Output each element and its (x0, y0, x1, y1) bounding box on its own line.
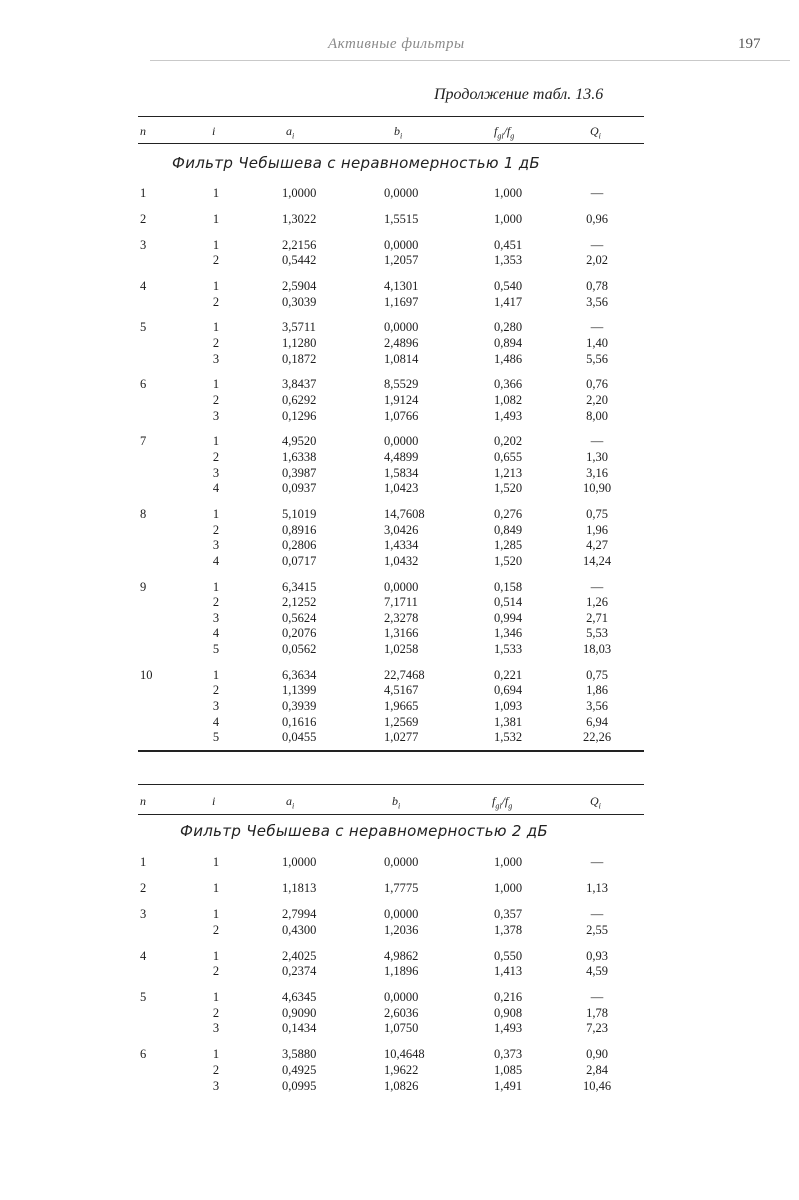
stage-index: 1 (212, 990, 220, 1005)
quality-factor: 4,59 (586, 964, 608, 979)
quality-factor: 1,13 (586, 881, 608, 895)
coeff-a: 0,3039 (282, 294, 317, 309)
coeff-b: 1,3166 (384, 626, 419, 641)
stage-index: 1 (212, 320, 220, 335)
coeff-b: 4,1301 (384, 279, 419, 293)
coeff-a: 1,6338 (282, 450, 317, 464)
stage-index: 1 (212, 907, 220, 921)
coeff-a: 0,8916 (282, 522, 317, 537)
order-n: 6 (140, 377, 147, 392)
header-divider (150, 60, 790, 61)
stage-index: 1 (212, 434, 220, 449)
quality-factor: 1,96 (586, 522, 608, 537)
order-n: 4 (140, 279, 147, 293)
freq-ratio: 1,533 (494, 642, 523, 656)
table2-head-rule (138, 814, 644, 815)
quality-factor: 2,20 (586, 393, 608, 407)
order-n: 4 (140, 948, 147, 963)
quality-factor: 6,94 (586, 714, 608, 729)
freq-ratio: 0,202 (494, 434, 523, 449)
freq-ratio: 0,280 (494, 320, 523, 335)
coeff-b: 8,5529 (384, 377, 419, 392)
table1-top-rule (138, 116, 644, 117)
coeff-a: 1,0000 (282, 855, 317, 869)
freq-ratio: 1,532 (494, 730, 523, 745)
table1-col-q: $Q_i$ (590, 124, 601, 141)
stage-index: 1 (212, 948, 220, 963)
table1-col-b: $b_i$ (394, 124, 403, 141)
coeff-b: 2,4896 (384, 336, 419, 350)
stage-index: 3 (212, 538, 220, 553)
freq-ratio: 1,491 (494, 1078, 523, 1093)
table1-col-n: n (140, 124, 146, 138)
running-title: Активные фильтры (328, 36, 465, 52)
coeff-a: 2,4025 (282, 948, 317, 963)
coeff-b: 1,9665 (384, 699, 419, 713)
freq-ratio: 0,373 (494, 1047, 523, 1062)
coeff-a: 0,5442 (282, 253, 317, 268)
stage-index: 1 (212, 279, 220, 293)
coeff-b: 1,9622 (384, 1063, 419, 1077)
coeff-b: 1,5515 (384, 211, 419, 226)
coeff-b: 0,0000 (384, 320, 419, 335)
coeff-b: 2,6036 (384, 1005, 419, 1020)
freq-ratio: 1,353 (494, 253, 523, 268)
freq-ratio: 0,694 (494, 683, 523, 698)
order-n: 3 (140, 907, 147, 921)
table2-col-f: $f_{gi}/f_g$ (492, 794, 513, 811)
table2-col-i: i (212, 794, 216, 808)
coeff-b: 1,0277 (384, 730, 419, 745)
stage-index: 3 (212, 408, 220, 423)
coeff-b: 1,7775 (384, 881, 419, 895)
freq-ratio: 0,216 (494, 990, 523, 1005)
coeff-a: 0,3939 (282, 699, 317, 713)
coeff-a: 4,6345 (282, 990, 317, 1005)
freq-ratio: 1,413 (494, 964, 523, 979)
freq-ratio: 1,381 (494, 714, 523, 729)
table2-col-n: n (140, 794, 146, 808)
coeff-a: 0,0995 (282, 1078, 317, 1093)
stage-index: 2 (212, 683, 220, 698)
quality-factor: 1,30 (586, 450, 608, 464)
order-n: 2 (140, 211, 147, 226)
coeff-a: 1,1399 (282, 683, 317, 698)
stage-index: 2 (212, 595, 220, 610)
stage-index: 4 (212, 626, 220, 641)
quality-factor: 0,78 (586, 279, 608, 293)
quality-factor: — (590, 320, 604, 335)
stage-index: 2 (212, 1063, 220, 1077)
freq-ratio: 1,378 (494, 922, 523, 937)
stage-index: 1 (212, 881, 220, 895)
quality-factor: 4,27 (586, 538, 608, 553)
coeff-b: 1,0814 (384, 351, 419, 366)
coeff-b: 0,0000 (384, 907, 419, 921)
quality-factor: — (590, 579, 604, 594)
stage-index: 1 (212, 667, 220, 682)
coeff-b: 1,0432 (384, 553, 419, 568)
quality-factor: 8,00 (586, 408, 608, 423)
coeff-b: 1,0423 (384, 481, 419, 496)
freq-ratio: 0,221 (494, 667, 523, 682)
freq-ratio: 0,908 (494, 1005, 523, 1020)
stage-index: 4 (212, 481, 220, 496)
quality-factor: 0,93 (586, 948, 608, 963)
table-continuation-caption: Продолжение табл. 13.6 (434, 86, 604, 103)
freq-ratio: 1,000 (494, 211, 523, 226)
quality-factor: 10,46 (582, 1078, 612, 1093)
coeff-a: 1,1280 (282, 336, 317, 350)
freq-ratio: 1,213 (494, 465, 523, 480)
table1-subtitle: Фильтр Чебышева с неравномерностью 1 дБ (172, 154, 541, 172)
coeff-a: 1,1813 (282, 881, 317, 895)
freq-ratio: 0,366 (494, 377, 523, 392)
stage-index: 3 (212, 465, 220, 480)
coeff-a: 0,0717 (282, 553, 317, 568)
coeff-a: 0,3987 (282, 465, 317, 480)
stage-index: 1 (212, 377, 220, 392)
quality-factor: 1,40 (586, 336, 608, 350)
table1-head-rule (138, 143, 644, 144)
quality-factor: — (590, 434, 604, 449)
coeff-b: 0,0000 (384, 186, 419, 200)
coeff-a: 0,0455 (282, 730, 317, 745)
quality-factor: 0,76 (586, 377, 608, 392)
coeff-b: 0,0000 (384, 990, 419, 1005)
coeff-a: 0,4925 (282, 1063, 317, 1077)
quality-factor: 1,78 (586, 1005, 608, 1020)
coeff-a: 0,5624 (282, 610, 317, 625)
freq-ratio: 1,285 (494, 538, 523, 553)
order-n: 1 (140, 855, 147, 869)
quality-factor: 5,56 (586, 351, 608, 366)
coeff-b: 0,0000 (384, 579, 419, 594)
stage-index: 3 (212, 699, 220, 713)
stage-index: 2 (212, 336, 220, 350)
freq-ratio: 1,417 (494, 294, 523, 309)
coeff-a: 4,9520 (282, 434, 317, 449)
order-n: 6 (140, 1047, 147, 1062)
coeff-b: 1,5834 (384, 465, 419, 480)
stage-index: 5 (212, 730, 220, 745)
coeff-a: 0,1296 (282, 408, 317, 423)
freq-ratio: 1,493 (494, 408, 523, 423)
coeff-a: 1,0000 (282, 186, 317, 200)
coeff-a: 3,5711 (282, 320, 316, 335)
quality-factor: — (590, 907, 604, 921)
table2-subtitle: Фильтр Чебышева с неравномерностью 2 дБ (180, 822, 549, 840)
freq-ratio: 1,082 (494, 393, 523, 407)
quality-factor: 0,90 (586, 1047, 608, 1062)
coeff-b: 0,0000 (384, 855, 419, 869)
freq-ratio: 0,451 (494, 237, 523, 252)
coeff-a: 2,2156 (282, 237, 317, 252)
coeff-b: 22,7468 (384, 667, 425, 682)
quality-factor: — (590, 990, 604, 1005)
stage-index: 1 (212, 507, 220, 521)
coeff-a: 0,2374 (282, 964, 317, 979)
freq-ratio: 1,000 (494, 186, 523, 200)
stage-index: 2 (212, 922, 220, 937)
stage-index: 1 (212, 237, 220, 252)
coeff-a: 6,3634 (282, 667, 317, 682)
stage-index: 2 (212, 1005, 220, 1020)
order-n: 1 (140, 186, 147, 200)
coeff-a: 0,9090 (282, 1005, 317, 1020)
stage-index: 3 (212, 610, 220, 625)
coeff-a: 2,5904 (282, 279, 317, 293)
freq-ratio: 0,276 (494, 507, 523, 521)
coeff-a: 6,3415 (282, 579, 317, 594)
order-n: 8 (140, 507, 147, 521)
freq-ratio: 1,346 (494, 626, 523, 641)
coeff-b: 2,3278 (384, 610, 419, 625)
stage-index: 1 (212, 186, 220, 200)
table2-col-q: $Q_i$ (590, 794, 601, 811)
freq-ratio: 0,158 (494, 579, 523, 594)
table2-col-a: $a_i$ (286, 794, 295, 811)
quality-factor: 7,23 (586, 1021, 608, 1036)
stage-index: 3 (212, 1021, 220, 1036)
freq-ratio: 0,540 (494, 279, 523, 293)
order-n: 9 (140, 579, 147, 594)
quality-factor: 2,55 (586, 922, 608, 937)
coeff-b: 4,4899 (384, 450, 419, 464)
coeff-a: 5,1019 (282, 507, 317, 521)
freq-ratio: 1,486 (494, 351, 523, 366)
coeff-b: 4,5167 (384, 683, 419, 698)
coeff-b: 1,1896 (384, 964, 419, 979)
quality-factor: 10,90 (582, 481, 612, 496)
coeff-b: 1,0750 (384, 1021, 419, 1036)
stage-index: 2 (212, 964, 220, 979)
stage-index: 1 (212, 1047, 220, 1062)
quality-factor: 5,53 (586, 626, 608, 641)
freq-ratio: 1,085 (494, 1063, 523, 1077)
stage-index: 3 (212, 351, 220, 366)
stage-index: 5 (212, 642, 220, 656)
freq-ratio: 0,849 (494, 522, 523, 537)
coeff-b: 7,1711 (384, 595, 418, 610)
coeff-a: 0,0937 (282, 481, 317, 496)
coeff-a: 2,1252 (282, 595, 317, 610)
table1-col-i: i (212, 124, 216, 138)
freq-ratio: 1,093 (494, 699, 523, 713)
quality-factor: 2,02 (586, 253, 608, 268)
stage-index: 2 (212, 393, 220, 407)
coeff-a: 0,1434 (282, 1021, 317, 1036)
coeff-a: 0,6292 (282, 393, 317, 407)
coeff-b: 1,2057 (384, 253, 419, 268)
quality-factor: 0,96 (586, 211, 608, 226)
table2-top-rule (138, 784, 644, 785)
freq-ratio: 1,000 (494, 855, 523, 869)
quality-factor: 2,71 (586, 610, 608, 625)
running-header (0, 36, 799, 58)
coeff-a: 2,7994 (282, 907, 317, 921)
freq-ratio: 0,994 (494, 610, 523, 625)
stage-index: 3 (212, 1078, 220, 1093)
quality-factor: 0,75 (586, 507, 608, 521)
freq-ratio: 1,520 (494, 481, 523, 496)
table1-col-f: $f_{gi}/f_g$ (494, 124, 515, 141)
coeff-a: 3,8437 (282, 377, 317, 392)
order-n: 7 (140, 434, 147, 449)
stage-index: 4 (212, 553, 220, 568)
freq-ratio: 0,514 (494, 595, 523, 610)
coeff-a: 3,5880 (282, 1047, 317, 1062)
table2-col-b: $b_i$ (392, 794, 401, 811)
quality-factor: 22,26 (582, 730, 612, 745)
stage-index: 1 (212, 211, 220, 226)
quality-factor: 2,84 (586, 1063, 608, 1077)
quality-factor: 1,86 (586, 683, 608, 698)
quality-factor: 14,24 (582, 553, 612, 568)
coeff-b: 1,0258 (384, 642, 419, 656)
order-n: 10 (140, 667, 153, 682)
quality-factor: 0,75 (586, 667, 608, 682)
coeff-b: 1,2036 (384, 922, 419, 937)
coeff-b: 1,0766 (384, 408, 419, 423)
coeff-b: 3,0426 (384, 522, 419, 537)
coeff-a: 0,0562 (282, 642, 317, 656)
coeff-a: 0,2806 (282, 538, 317, 553)
coeff-a: 0,1616 (282, 714, 317, 729)
page-number: 197 (738, 36, 761, 52)
coeff-b: 1,0826 (384, 1078, 419, 1093)
stage-index: 1 (212, 855, 220, 869)
quality-factor: — (590, 855, 604, 869)
order-n: 5 (140, 990, 147, 1005)
coeff-b: 0,0000 (384, 434, 419, 449)
quality-factor: 18,03 (582, 642, 612, 656)
freq-ratio: 0,655 (494, 450, 523, 464)
freq-ratio: 1,000 (494, 881, 523, 895)
quality-factor: 3,16 (586, 465, 608, 480)
order-n: 3 (140, 237, 147, 252)
freq-ratio: 0,357 (494, 907, 523, 921)
coeff-b: 4,9862 (384, 948, 419, 963)
quality-factor: 3,56 (586, 699, 608, 713)
table1-col-a: $a_i$ (286, 124, 295, 141)
stage-index: 1 (212, 579, 220, 594)
freq-ratio: 1,520 (494, 553, 523, 568)
freq-ratio: 1,493 (494, 1021, 523, 1036)
freq-ratio: 0,894 (494, 336, 523, 350)
order-n: 2 (140, 881, 147, 895)
table1-bottom-rule (138, 750, 644, 752)
coeff-b: 10,4648 (384, 1047, 425, 1062)
stage-index: 2 (212, 522, 220, 537)
coeff-b: 1,9124 (384, 393, 419, 407)
quality-factor: — (590, 186, 604, 200)
coeff-b: 0,0000 (384, 237, 419, 252)
coeff-b: 1,4334 (384, 538, 419, 553)
freq-ratio: 0,550 (494, 948, 523, 963)
quality-factor: 3,56 (586, 294, 608, 309)
coeff-a: 0,2076 (282, 626, 317, 641)
stage-index: 2 (212, 294, 220, 309)
coeff-a: 0,1872 (282, 351, 317, 366)
quality-factor: — (590, 237, 604, 252)
order-n: 5 (140, 320, 147, 335)
coeff-b: 14,7608 (384, 507, 425, 521)
quality-factor: 1,26 (586, 595, 608, 610)
coeff-a: 0,4300 (282, 922, 317, 937)
coeff-a: 1,3022 (282, 211, 317, 226)
stage-index: 4 (212, 714, 220, 729)
stage-index: 2 (212, 253, 220, 268)
stage-index: 2 (212, 450, 220, 464)
coeff-b: 1,2569 (384, 714, 419, 729)
coeff-b: 1,1697 (384, 294, 419, 309)
